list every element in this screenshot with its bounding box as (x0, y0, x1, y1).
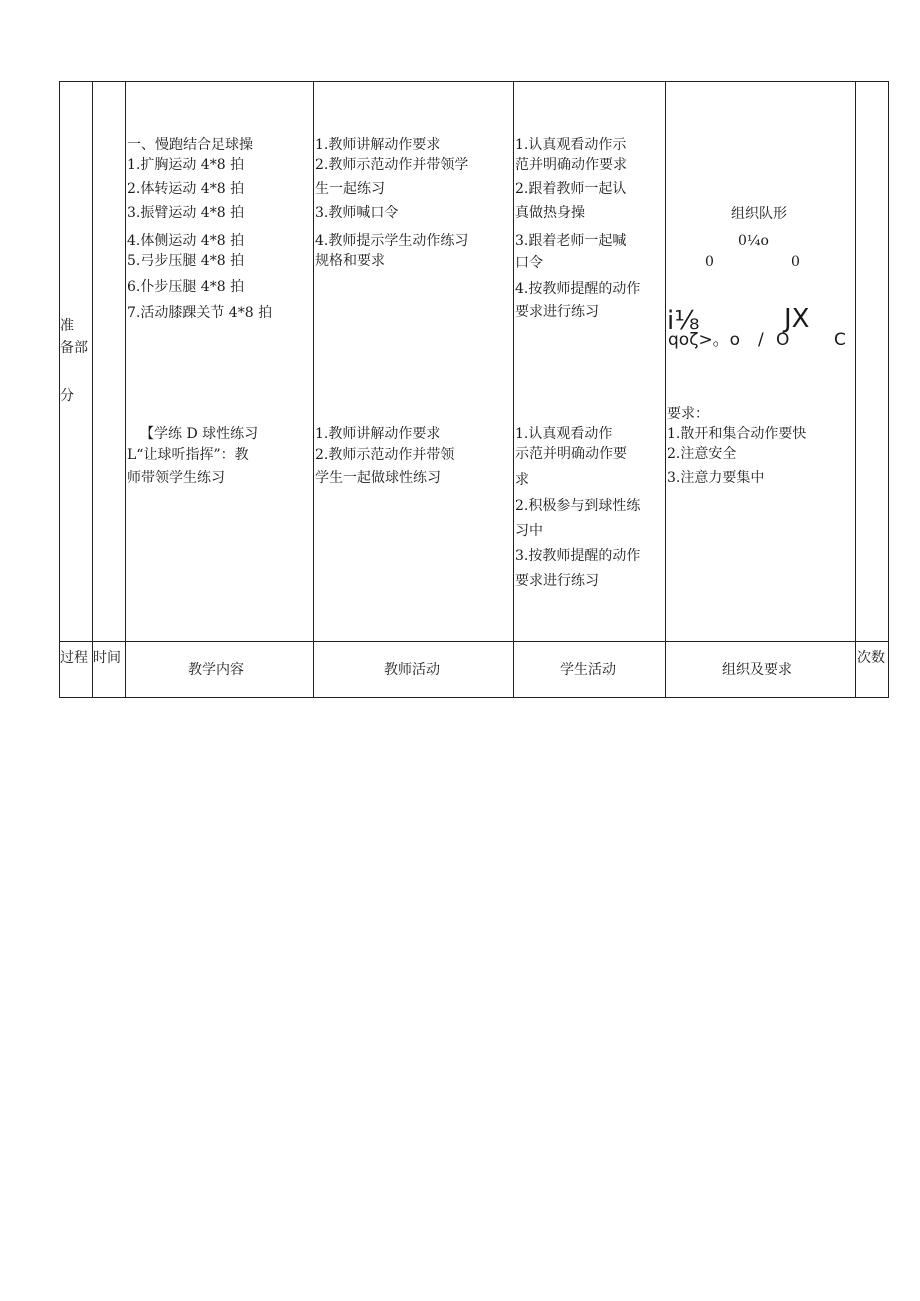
warmup-item: 2.体转运动 4*8 拍 (127, 181, 245, 197)
student-ball-line: 3.按教师提醒的动作 (515, 548, 641, 564)
requirements-title: 要求： (667, 406, 709, 422)
teacher-ball-line: 2.教师示范动作并带领 (315, 447, 455, 463)
teacher-ball-line: 1.教师讲解动作要求 (315, 426, 441, 442)
warmup-item: 7.活动膝踝关节 4*8 拍 (127, 305, 273, 321)
stage-label-line2: 备部 (60, 340, 88, 356)
teacher-warmup-line: 4.教师提示学生动作练习 (315, 233, 469, 249)
student-warmup-line: 范并明确动作要求 (515, 157, 627, 173)
header-teacher: 教师活动 (384, 662, 440, 678)
warmup-item: 1.扩胸运动 4*8 拍 (127, 157, 245, 173)
formation-glyph: / (758, 330, 764, 350)
student-ball-line: 习中 (515, 523, 543, 539)
formation-glyph: O (776, 330, 790, 350)
student-warmup-line: 要求进行练习 (515, 304, 599, 320)
requirement-item: 3.注意力要集中 (667, 470, 765, 486)
requirement-item: 1.散开和集合动作要快 (667, 426, 807, 442)
student-warmup-line: 1.认真观看动作示 (515, 137, 627, 153)
formation-title: 组织队形 (731, 206, 787, 222)
warmup-title: 一、慢跑结合足球操 (127, 137, 253, 153)
formation-glyph: 0¼o (738, 233, 769, 249)
header-organization: 组织及要求 (722, 662, 792, 678)
ball-practice-title: 【学练 D 球性练习 (140, 426, 259, 442)
warmup-item: 3.振臂运动 4*8 拍 (127, 205, 245, 221)
header-count: 次数 (857, 650, 885, 666)
ball-practice-line: L“让球听指挥”：教 (127, 447, 249, 463)
teacher-warmup-line: 1.教师讲解动作要求 (315, 137, 441, 153)
teacher-warmup-line: 2.教师示范动作并带领学 (315, 157, 469, 173)
student-warmup-line: 4.按教师提醒的动作 (515, 281, 641, 297)
ball-practice-line: 师带领学生练习 (127, 470, 225, 486)
teacher-ball-line: 学生一起做球性练习 (315, 470, 441, 486)
header-time: 时间 (93, 650, 121, 666)
formation-glyph: 0 (705, 254, 714, 270)
student-warmup-line: 真做热身操 (515, 205, 585, 221)
student-ball-line: 示范并明确动作要 (515, 446, 627, 462)
header-content: 教学内容 (188, 662, 244, 678)
teacher-warmup-line: 规格和要求 (315, 253, 385, 269)
warmup-item: 6.仆步压腿 4*8 拍 (127, 279, 245, 295)
teacher-warmup-line: 3.教师喊口令 (315, 205, 399, 221)
stage-label-line3: 分 (60, 388, 74, 404)
student-ball-line: 2.积极参与到球性练 (515, 498, 641, 514)
formation-glyph: qoζ>。o (668, 330, 741, 350)
teacher-warmup-line: 生一起练习 (315, 181, 385, 197)
header-process: 过程 (60, 650, 88, 666)
student-ball-line: 要求进行练习 (515, 573, 599, 589)
formation-glyph: C (834, 330, 846, 350)
stage-label-line1: 准 (60, 318, 74, 334)
student-warmup-line: 2.跟着教师一起认 (515, 181, 627, 197)
requirement-item: 2.注意安全 (667, 446, 737, 462)
formation-glyph: JX (784, 304, 810, 334)
formation-glyph: 0 (791, 254, 800, 270)
student-warmup-line: 3.跟着老师一起喊 (515, 233, 627, 249)
warmup-item: 5.弓步压腿 4*8 拍 (127, 253, 245, 269)
header-student: 学生活动 (560, 662, 616, 678)
formation-glyph: i⅛ (667, 306, 700, 336)
student-warmup-line: 口令 (515, 255, 543, 271)
student-ball-line: 1.认真观看动作 (515, 426, 613, 442)
student-ball-line: 求 (515, 472, 529, 488)
warmup-item: 4.体侧运动 4*8 拍 (127, 233, 245, 249)
